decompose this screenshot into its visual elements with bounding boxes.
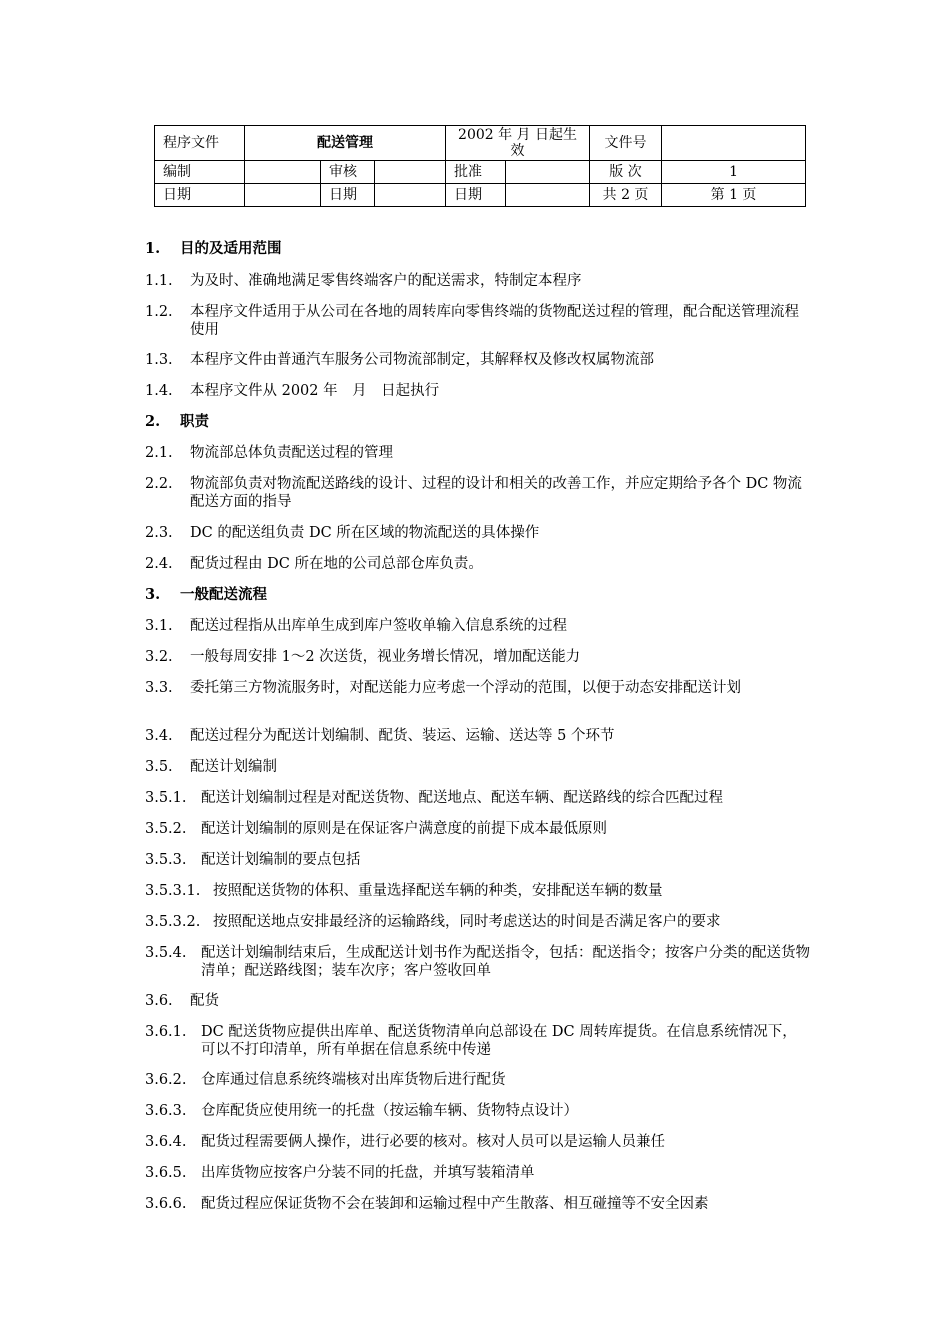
doc-title-cell: 配送管理 [245,126,446,161]
section-text: 职责 [180,413,209,430]
section-text: DC 配送货物应提供出库单、配送货物清单向总部设在 DC 周转库提货。在信息系统情况下，可以不打印清单，所有单据在信息系统中传递 [201,1024,797,1058]
section-number: 3.6. [145,993,173,1009]
section-text: 配送计划编制的要点包括 [201,852,361,868]
section-text: 配送过程分为配送计划编制、配货、装运、运输、送达等 5 个环节 [190,728,615,744]
section-text: 物流部总体负责配送过程的管理 [190,445,393,461]
section-text: 配货 [190,993,219,1009]
section-number: 3.5.2. [145,821,187,837]
section-number: 3.5.3.2. [145,914,201,930]
reviewed-value-cell [375,161,446,184]
section-number: 2.4. [145,556,173,572]
section-number: 3.6.5. [145,1165,187,1181]
section-number: 1.2. [145,304,173,320]
section-text: 配送过程指从出库单生成到库户签收单输入信息系统的过程 [190,618,567,634]
doc-no-cell [662,126,806,161]
section-text: 配送计划编制 [190,759,277,775]
version-label-cell: 版 次 [590,161,662,184]
approved-value-cell [506,161,590,184]
section-text: 配送计划编制的原则是在保证客户满意度的前提下成本最低原则 [201,821,607,837]
date-label-cell-3: 日期 [446,184,506,207]
section-text: 按照配送货物的体积、重量选择配送车辆的种类，安排配送车辆的数量 [213,883,663,899]
prepared-value-cell [245,161,321,184]
reviewed-label-cell: 审核 [321,161,375,184]
section-text: 仓库通过信息系统终端核对出库货物后进行配货 [201,1072,506,1088]
date-value-cell-3 [506,184,590,207]
section-number: 3.2. [145,649,173,665]
section-text: 按照配送地点安排最经济的运输路线，同时考虑送达的时间是否满足客户的要求 [213,914,721,930]
section-number: 2.2. [145,476,173,492]
section-number: 3.6.1. [145,1024,187,1040]
section-number: 3.4. [145,728,173,744]
section-number: 3.5.3. [145,852,187,868]
section-text: 配送计划编制过程是对配送货物、配送地点、配送车辆、配送路线的综合匹配过程 [201,790,723,806]
section-text: 为及时、准确地满足零售终端客户的配送需求，特制定本程序 [190,273,582,289]
section-text: 目的及适用范围 [180,240,282,257]
section-text: 配货过程由 DC 所在地的公司总部仓库负责。 [190,556,483,572]
total-pages-cell: 共 2 页 [590,184,662,207]
section-text: 物流部负责对物流配送路线的设计、过程的设计和相关的改善工作，并应定期给予各个 DC 物流配送方面的指导 [190,476,802,510]
section-number: 3.5.3.1. [145,883,201,899]
date-value-cell-1 [245,184,321,207]
document-header-table [154,125,806,207]
section-number: 3. [145,586,161,603]
section-number: 2.3. [145,525,173,541]
section-number: 2.1. [145,445,173,461]
section-text: DC 的配送组负责 DC 所在区域的物流配送的具体操作 [190,525,540,541]
section-number: 3.5.4. [145,945,187,961]
section-text: 出库货物应按客户分装不同的托盘，并填写装箱清单 [201,1165,535,1181]
section-number: 3.1. [145,618,173,634]
date-label-cell-2: 日期 [321,184,375,207]
page-number-cell: 第 1 页 [662,184,806,207]
date-label-cell-1: 日期 [155,184,245,207]
section-number: 3.6.6. [145,1196,187,1212]
section-number: 3.5. [145,759,173,775]
date-value-cell-2 [375,184,446,207]
section-text: 一般配送流程 [180,586,267,603]
section-text: 配货过程应保证货物不会在装卸和运输过程中产生散落、相互碰撞等不安全因素 [201,1196,709,1212]
prepared-label-cell: 编制 [155,161,245,184]
section-number: 1.3. [145,352,173,368]
doc-type-cell: 程序文件 [155,126,245,161]
section-text: 仓库配货应使用统一的托盘（按运输车辆、货物特点设计） [201,1103,578,1119]
version-value-cell: 1 [662,161,806,184]
section-text: 配送计划编制结束后，生成配送计划书作为配送指令，包括：配送指令；按客户分类的配送货物清单；配送路线图；装车次序；客户签收回单 [201,945,810,979]
section-number: 3.6.4. [145,1134,187,1150]
doc-no-label-cell: 文件号 [590,126,662,161]
section-number: 3.6.3. [145,1103,187,1119]
section-number: 3.3. [145,680,173,696]
section-number: 1.4. [145,383,173,399]
section-text: 本程序文件从 2002 年 月 日起执行 [190,383,440,399]
section-number: 1. [145,240,161,257]
section-text: 本程序文件适用于从公司在各地的周转库向零售终端的货物配送过程的管理，配合配送管理流程使用 [190,304,799,338]
section-number: 3.6.2. [145,1072,187,1088]
section-text: 一般每周安排 1～2 次送货，视业务增长情况，增加配送能力 [190,649,581,665]
section-text: 委托第三方物流服务时，对配送能力应考虑一个浮动的范围，以便于动态安排配送计划 [190,680,741,696]
section-number: 1.1. [145,273,173,289]
section-number: 3.5.1. [145,790,187,806]
effective-date-cell: 2002 年 月 日起生效 [446,126,590,161]
section-text: 本程序文件由普通汽车服务公司物流部制定，其解释权及修改权属物流部 [190,352,654,368]
section-number: 2. [145,413,161,430]
approved-label-cell: 批准 [446,161,506,184]
section-text: 配货过程需要俩人操作，进行必要的核对。核对人员可以是运输人员兼任 [201,1134,665,1150]
